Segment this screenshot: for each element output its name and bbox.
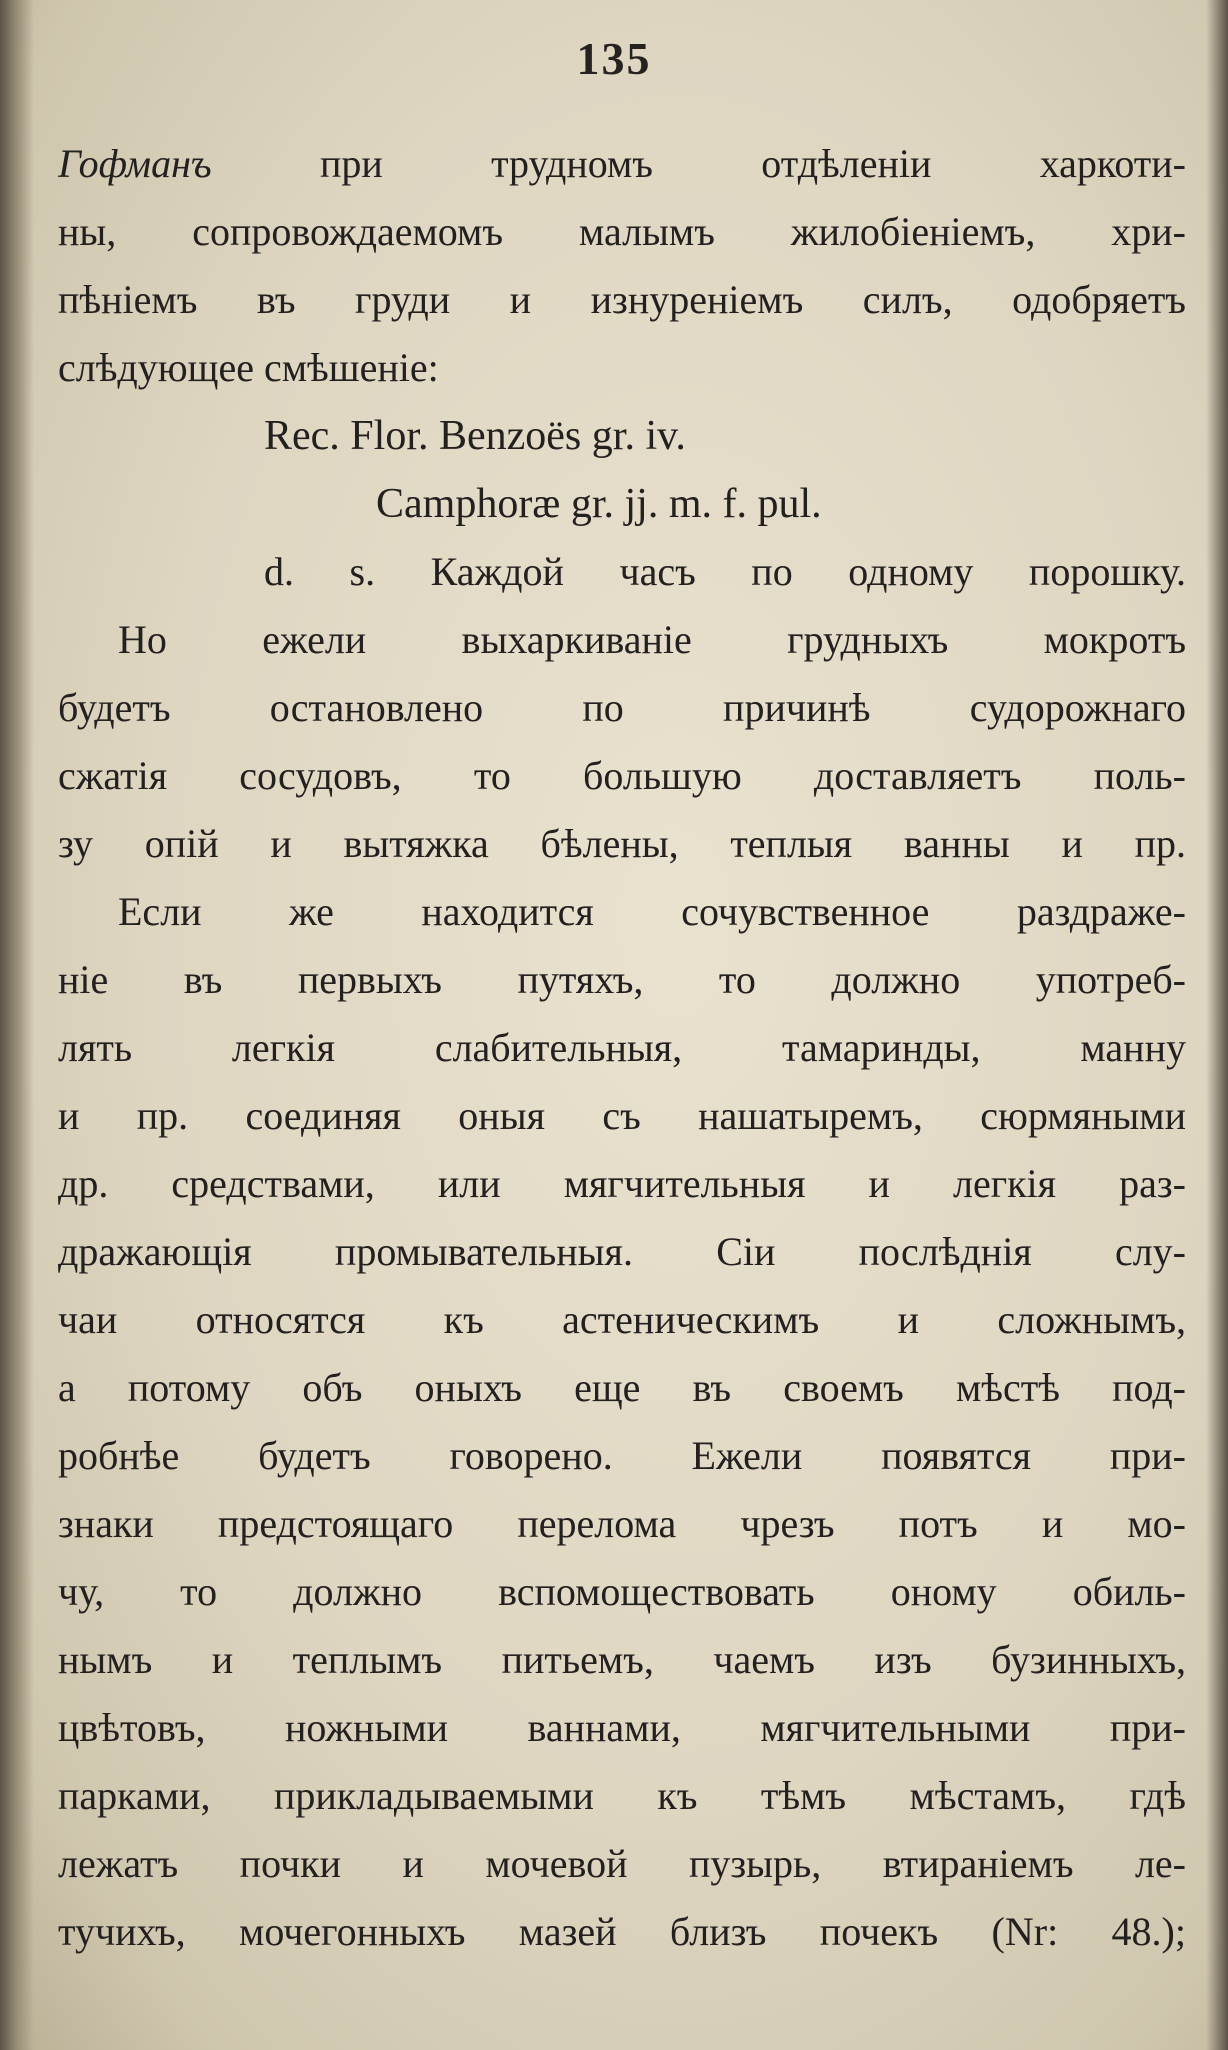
text-line: Но ежели выхаркиваніе грудныхъ мокротъ	[118, 617, 1186, 662]
text-line: ны, сопровождаемомъ малымъ жилобіеніемъ, хри-	[58, 209, 1186, 254]
text-line: и пр. соединяя оныя съ нашатыремъ, сюрмяными	[58, 1093, 1186, 1138]
text-line: чу, то должно вспомоществовать оному обиль-	[58, 1569, 1186, 1614]
text-line: сжатія сосудовъ, то большую доставляетъ поль-	[58, 753, 1186, 798]
text-line: будетъ остановлено по причинѣ судорожнаго	[58, 685, 1186, 730]
text-line: пѣніемъ въ груди и изнуреніемъ силъ, одобряетъ	[58, 277, 1186, 322]
page-number: 135	[576, 33, 652, 84]
prescription-line: Camphoræ gr. jj. m. f. pul.	[376, 481, 822, 527]
text-line: зу опій и вытяжка бѣлены, теплыя ванны и пр.	[58, 821, 1186, 866]
text-line: др. средствами, или мягчительныя и легкія раз-	[58, 1161, 1186, 1206]
text-line: Если же находится сочувственное раздраже-	[118, 889, 1186, 934]
prescription-line: d. s. Каждой часъ по одному порошку.	[264, 549, 1186, 594]
text-line: ніе въ первыхъ путяхъ, то должно употреб-	[58, 957, 1186, 1002]
text-line: дражающія промывательныя. Сіи послѣднія слу-	[58, 1229, 1186, 1274]
text-line: робнѣе будетъ говорено. Ежели появятся при-	[58, 1433, 1186, 1478]
author-name: Гофманъ	[58, 141, 212, 186]
text-line: Гофманъ при трудномъ отдѣленіи харкоти-	[58, 141, 1186, 186]
prescription-line: Rec. Flor. Benzoës gr. iv.	[264, 413, 686, 459]
text-line: цвѣтовъ, ножными ваннами, мягчительными при-	[58, 1705, 1186, 1750]
text-line: лять легкія слабительныя, тамаринды, манну	[58, 1025, 1186, 1070]
text-line: а потому объ оныхъ еще въ своемъ мѣстѣ под-	[58, 1365, 1186, 1410]
text-line: знаки предстоящаго перелома чрезъ потъ и мо-	[58, 1501, 1186, 1546]
text-line: слѣдующее смѣшеніе:	[58, 345, 439, 390]
text-line: лежатъ почки и мочевой пузырь, втираніемъ ле-	[58, 1841, 1186, 1886]
text-line: нымъ и теплымъ питьемъ, чаемъ изъ бузинныхъ,	[58, 1637, 1186, 1682]
text-line: чаи относятся къ астеническимъ и сложнымъ,	[58, 1297, 1186, 1342]
body-text	[58, 130, 1186, 1966]
text-line: тучихъ, мочегонныхъ мазей близъ почекъ (Nr: 48.);	[58, 1909, 1186, 1954]
text-line: парками, прикладываемыми къ тѣмъ мѣстамъ, гдѣ	[58, 1773, 1186, 1818]
